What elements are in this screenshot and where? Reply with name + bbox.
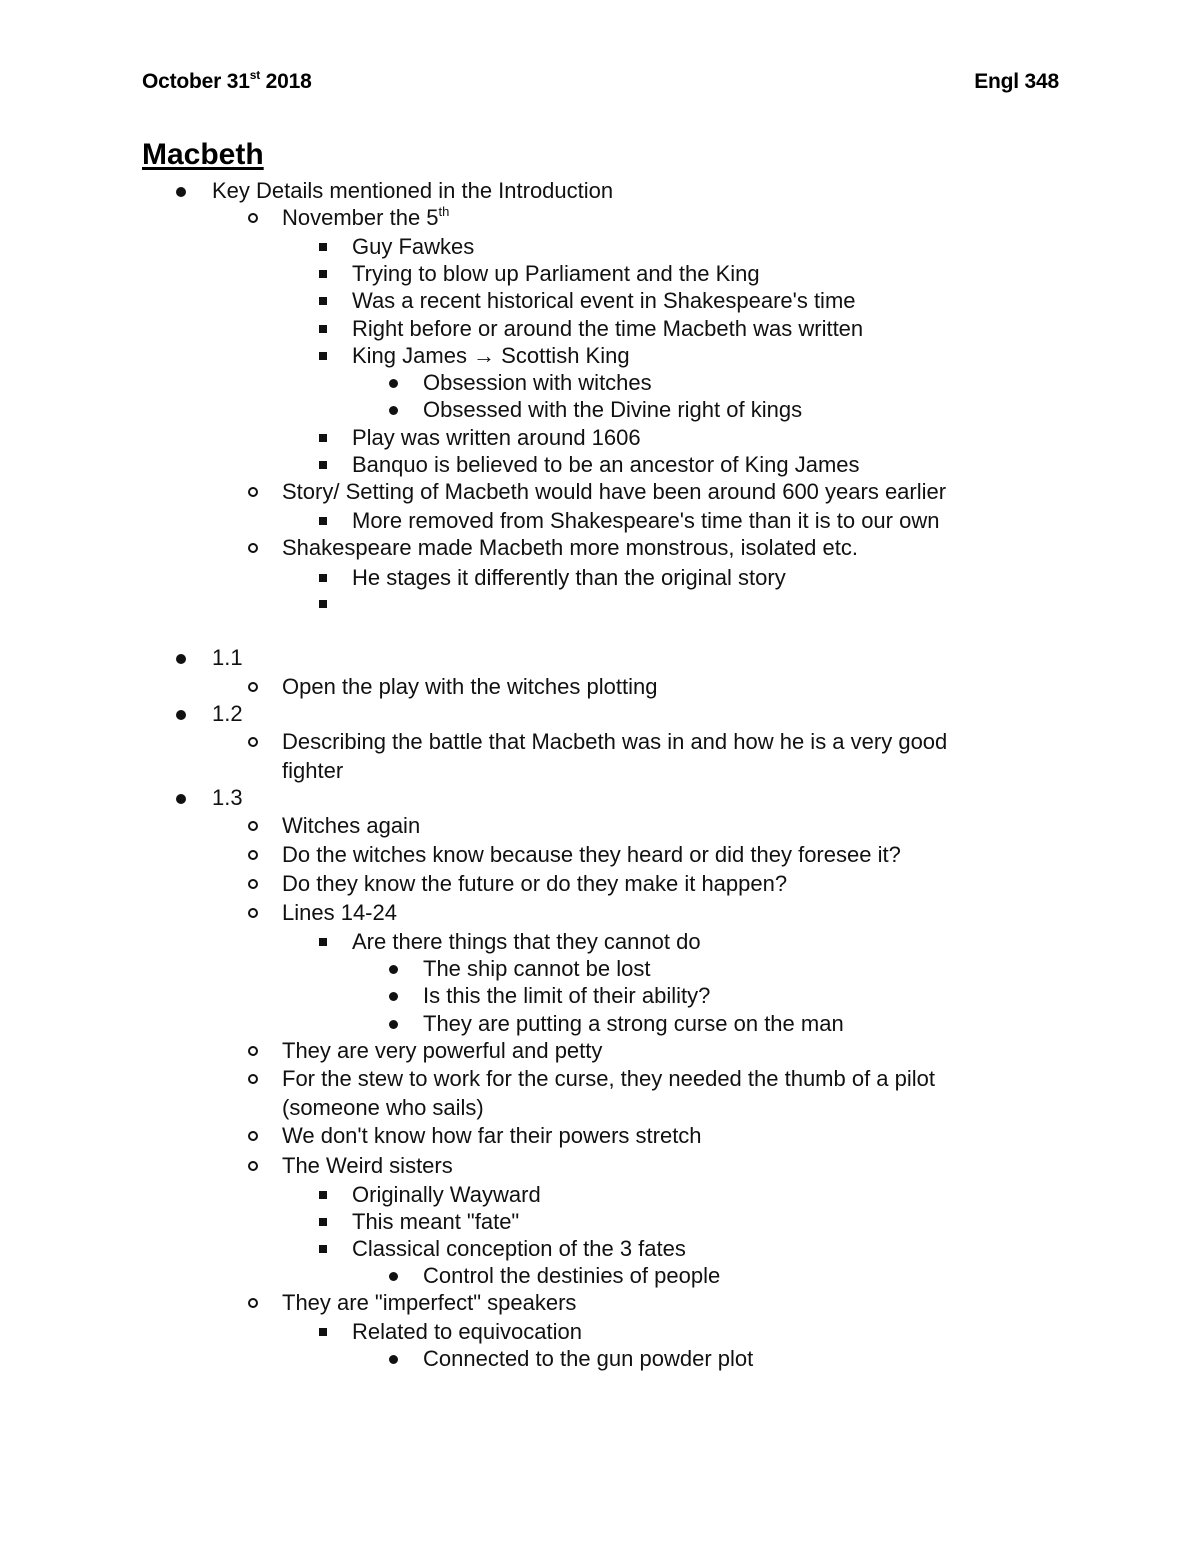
list-item-text: The Weird sisters [282, 1153, 453, 1178]
third-level-item [352, 564, 786, 592]
top-level-item [212, 177, 613, 205]
third-level-item [352, 233, 474, 261]
bullet-marker [248, 879, 258, 889]
list-item-text: They are "imperfect" speakers [282, 1290, 577, 1315]
second-level-item [282, 1289, 576, 1317]
list-item-text: Connected to the gun powder plot [423, 1346, 754, 1371]
list-item-text: More removed from Shakespeare's time than it is to our own [352, 508, 940, 533]
list-item-text: Story/ Setting of Macbeth would have been around 600 years earlier [282, 479, 947, 504]
list-item-text: King James → Scottish King [352, 343, 630, 368]
list-item-text: We don't know how far their powers stretch [282, 1123, 702, 1148]
bullet-marker [248, 213, 258, 223]
third-level-item [352, 507, 939, 535]
bullet-marker [319, 1328, 327, 1336]
third-level-item [352, 1235, 686, 1263]
second-level-item [282, 812, 420, 840]
list-item-text: Is this the limit of their ability? [423, 983, 711, 1008]
bullet-marker [319, 1191, 327, 1199]
list-item-text: Obsession with witches [423, 370, 652, 395]
fourth-level-item [423, 1010, 844, 1038]
bullet-marker [248, 737, 258, 747]
top-level-item [212, 700, 243, 728]
bullet-marker [319, 574, 327, 582]
bullet-marker [319, 600, 327, 608]
second-level-item [282, 478, 946, 506]
bullet-marker [248, 543, 258, 553]
bullet-marker [389, 1272, 398, 1281]
fourth-level-item [423, 369, 652, 397]
list-item-text: For the stew to work for the curse, they needed the thumb of a pilot [282, 1066, 936, 1091]
third-level-item [352, 260, 760, 288]
list-item-text: Related to equivocation [352, 1319, 582, 1344]
second-level-item [282, 728, 947, 756]
third-level-item [352, 928, 701, 956]
bullet-marker [248, 821, 258, 831]
bullet-marker [389, 1355, 398, 1364]
bullet-marker [389, 379, 398, 388]
list-item-text: They are very powerful and petty [282, 1038, 603, 1063]
list-item-text: Trying to blow up Parliament and the King [352, 261, 760, 286]
third-level-item [352, 287, 856, 315]
bullet-marker [389, 965, 398, 974]
list-item-text: Right before or around the time Macbeth was written [352, 316, 864, 341]
list-item-text: Control the destinies of people [423, 1263, 721, 1288]
bullet-marker [319, 434, 327, 442]
list-item-continuation [282, 1094, 484, 1122]
second-level-item [282, 204, 449, 232]
list-item-superscript: th [438, 204, 450, 219]
bullet-marker [248, 1046, 258, 1056]
list-item-text: Obsessed with the Divine right of kings [423, 397, 803, 422]
top-level-item [212, 784, 243, 812]
list-item-text: Banquo is believed to be an ancestor of King James [352, 452, 860, 477]
second-level-item [282, 841, 901, 869]
bullet-marker [176, 710, 186, 720]
second-level-item [282, 1065, 935, 1093]
list-item-text: Shakespeare made Macbeth more monstrous, isolated etc. [282, 535, 858, 560]
second-level-item [282, 534, 858, 562]
list-item-text: Describing the battle that Macbeth was in and how he is a very good [282, 729, 948, 754]
bullet-marker [319, 938, 327, 946]
fourth-level-item [423, 982, 710, 1010]
bullet-marker [389, 1020, 398, 1029]
header-date-prefix: October 31 [142, 70, 250, 93]
bullet-marker [176, 794, 186, 804]
list-item-text: Guy Fawkes [352, 234, 475, 259]
second-level-item [282, 1152, 453, 1180]
bullet-marker [319, 297, 327, 305]
second-level-item [282, 1037, 602, 1065]
bullet-marker [248, 1161, 258, 1171]
list-item-text: (someone who sails) [282, 1095, 484, 1120]
third-level-item [352, 1318, 582, 1346]
second-level-item [282, 1122, 702, 1150]
second-level-item [282, 673, 657, 701]
second-level-item [282, 899, 397, 927]
fourth-level-item [423, 396, 802, 424]
list-item-text: The ship cannot be lost [423, 956, 651, 981]
third-level-item [352, 451, 860, 479]
bullet-marker [319, 517, 327, 525]
list-item-text: Key Details mentioned in the Introduction [212, 178, 614, 203]
bullet-marker [319, 1218, 327, 1226]
list-item-text: November the 5th [282, 204, 450, 230]
bullet-marker [389, 992, 398, 1001]
list-item-text: 1.1 [212, 645, 243, 670]
bullet-marker [319, 243, 327, 251]
list-item-text: Do the witches know because they heard or did they foresee it? [282, 842, 901, 867]
list-item-text: Do they know the future or do they make it happen? [282, 871, 788, 896]
bullet-marker [319, 270, 327, 278]
bullet-marker [319, 461, 327, 469]
bullet-marker [176, 187, 186, 197]
list-item-text: This meant "fate" [352, 1209, 520, 1234]
bullet-marker [248, 487, 258, 497]
list-item-text: 1.2 [212, 701, 243, 726]
top-level-item [212, 644, 243, 672]
bullet-marker [389, 406, 398, 415]
third-level-item [352, 342, 630, 370]
bullet-marker [319, 1245, 327, 1253]
bullet-marker [248, 1074, 258, 1084]
third-level-item [352, 1208, 519, 1236]
third-level-item [352, 1181, 541, 1209]
bullet-marker [248, 908, 258, 918]
list-item-text: Are there things that they cannot do [352, 929, 701, 954]
bullet-marker [248, 850, 258, 860]
header-course: Engl 348 [974, 70, 1059, 93]
list-item-text: Was a recent historical event in Shakespeare's time [352, 288, 856, 313]
list-item-text: Originally Wayward [352, 1182, 541, 1207]
bullet-marker [248, 682, 258, 692]
fourth-level-item [423, 1262, 720, 1290]
list-item-text: Lines 14-24 [282, 900, 397, 925]
list-item-text: They are putting a strong curse on the man [423, 1011, 844, 1036]
list-item-text: Play was written around 1606 [352, 425, 641, 450]
bullet-marker [319, 325, 327, 333]
page-title: Macbeth [142, 138, 264, 171]
list-item-continuation [282, 757, 343, 785]
header-date-year: 2018 [260, 70, 312, 93]
header-date-ordinal: st [249, 68, 260, 82]
list-item-text: Witches again [282, 813, 421, 838]
bullet-marker [319, 352, 327, 360]
list-item-text: Open the play with the witches plotting [282, 674, 658, 699]
third-level-item [352, 315, 863, 343]
third-level-item [352, 424, 641, 452]
list-item-text: Classical conception of the 3 fates [352, 1236, 686, 1261]
fourth-level-item [423, 1345, 753, 1373]
fourth-level-item [423, 955, 650, 983]
list-item-text: He stages it differently than the original story [352, 565, 786, 590]
bullet-marker [176, 654, 186, 664]
bullet-marker [248, 1298, 258, 1308]
second-level-item [282, 870, 787, 898]
bullet-marker [248, 1131, 258, 1141]
list-item-text: fighter [282, 758, 344, 783]
list-item-text: 1.3 [212, 785, 243, 810]
